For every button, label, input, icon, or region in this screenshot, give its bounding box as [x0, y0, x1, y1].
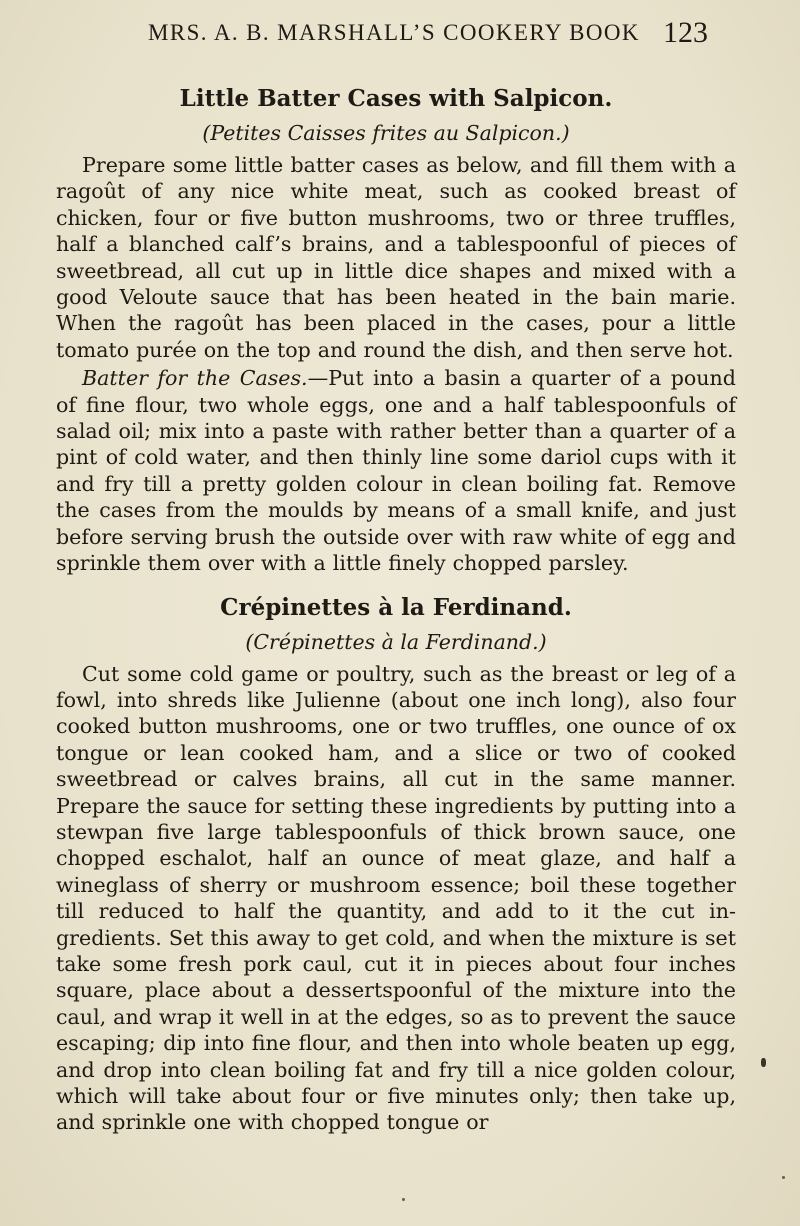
running-head-title: MRS. A. B. MARSHALL’S COOKERY BOOK: [148, 20, 640, 45]
paragraph-lead: Batter for the Cases.: [82, 366, 308, 391]
paragraph-text: Prepare some little batter cases as below, and fill them with a ragoût of any nice white meat, such as cooked breast of chicken, four or five button mushrooms, two or three truffles, half a blanched calf’s brains, and a tablespoonful of pieces of sweetbread, all cut up in little dice shapes and mixed with a good Veloute sauce that has been heated in the bain marie. When the ragoût has been placed in the cases, pour a little tomato purée on the top and round the dish, and then serve hot.: [56, 153, 736, 362]
section-spacer: [56, 577, 736, 591]
recipe-paragraph: [56, 661, 736, 1136]
recipe-title: Crépinettes à la Ferdinand.: [220, 593, 572, 621]
ink-speck: [761, 1058, 766, 1067]
running-head: [148, 16, 708, 56]
recipe-title: Little Batter Cases with Salpicon.: [179, 85, 613, 112]
paragraph-text: —Put into a basin a quarter of a pound of fine flour, two whole eggs, one and a half tablespoonfuls of salad oil; mix into a paste with rather better than a quarter of a pint of cold water, and then thinly line some dariol cups with it and fry till a pretty golden colour in clean boiling fat. Remove the cases from the moulds by means of a small knife, and just before serving brush the outside over with raw white of egg and sprinkle them over with a little finely chopped parsley.: [56, 366, 736, 576]
recipe-crepinettes: [56, 591, 736, 1136]
ink-speck: [782, 1176, 785, 1179]
paragraph-text: Cut some cold game or poultry, such as the breast or leg of a fowl, into shreds like Julienne (about one inch long), also four cooked button mushrooms, one or two truffles, one ounce of ox tongue or lean cooked ham, and a slice or two of cooked sweetbread or calves brains, all cut in the same manner. Prepare the sauce for setting these ingredients by putting into a stewpan five large tablespoonfuls of thick brown sauce, one chopped eschalot, half an ounce of meat glaze, and half a wineglass of sherry or mushroom essence; boil these together till reduced to half the quantity, and add to it the cut in-gredients. Set this away to get cold, and when the mixture is set take some fresh pork caul, cut it in pieces about four inches square, place about a dessertspoonful of the mixture into the caul, and wrap it well in at the edges, so as to prevent the sauce escaping; dip into fine flour, and then into whole beaten up egg, and drop into clean boiling fat and fry till a nice golden colour, which will take about four or five minutes only; then take up, and sprinkle one with chopped tongue or: [56, 661, 736, 1135]
ink-speck: [402, 1198, 405, 1201]
recipe-subtitle: (Crépinettes à la Ferdinand.): [245, 629, 547, 654]
recipe-little-batter-cases: [56, 82, 736, 577]
page-number: 123: [663, 16, 708, 49]
recipe-paragraph: [56, 365, 736, 576]
recipe-subtitle: (Petites Caisses frites au Salpicon.): [202, 121, 570, 145]
recipe-paragraph: [56, 152, 736, 363]
page-body: [56, 82, 736, 1136]
